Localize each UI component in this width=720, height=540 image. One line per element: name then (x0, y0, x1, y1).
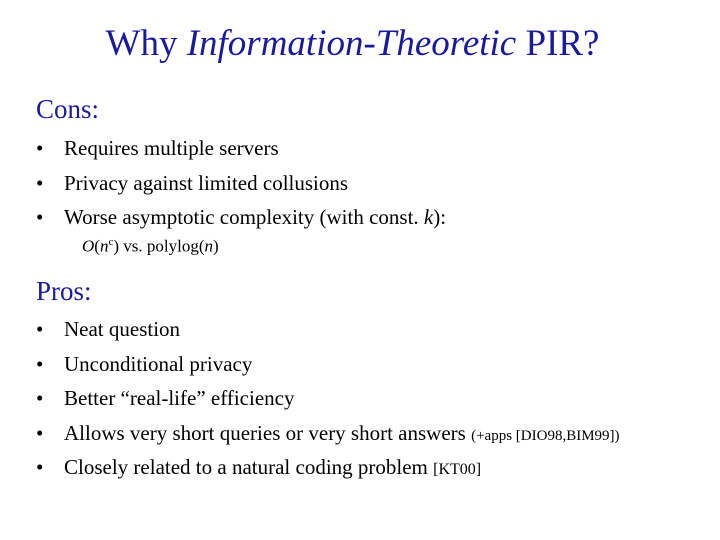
pros-list (36, 316, 620, 489)
pros-heading: Pros: (36, 276, 92, 306)
complexity-comparison (82, 236, 219, 257)
cons-item-text: Requires multiple servers (64, 136, 279, 160)
citation: [KT00] (433, 461, 482, 478)
list-item (36, 351, 620, 386)
bullet-icon: • (36, 136, 44, 160)
list-item (36, 170, 446, 205)
cons-item-text: Worse asymptotic complexity (with const. (64, 205, 424, 229)
paren-close: ) (212, 236, 219, 256)
pros-item-text: Unconditional privacy (64, 351, 253, 376)
bullet-icon: • (36, 317, 44, 341)
list-item (36, 454, 620, 489)
bullet-icon: • (36, 351, 44, 376)
bullet-icon: • (36, 205, 44, 229)
title-suffix: PIR? (516, 23, 600, 64)
bullet-icon: • (36, 455, 44, 479)
pros-item-text: Closely related to a natural coding problem (64, 455, 434, 479)
citation: [DIO98,BIM99] (515, 427, 615, 444)
big-o: O (82, 236, 95, 256)
title-italic: Information-Theoretic (186, 23, 517, 64)
comparison-text: ) vs. polylog( (113, 236, 205, 256)
slide-title (0, 22, 705, 65)
pros-item-text: Neat question (64, 317, 181, 341)
title-prefix: Why (105, 23, 187, 64)
bullet-icon: • (36, 170, 44, 195)
cons-heading: Cons: (36, 94, 100, 124)
cons-list (36, 135, 446, 239)
cons-item-text: Privacy against limited collusions (64, 170, 349, 195)
variable-n-2: n (204, 236, 213, 256)
bullet-icon: • (36, 420, 44, 445)
list-item (36, 135, 446, 170)
exponent-c: c (108, 236, 114, 248)
list-item (36, 420, 620, 455)
list-item (36, 316, 620, 351)
bullet-icon: • (36, 386, 44, 410)
variable-k: k (423, 205, 434, 229)
variable-n: n (99, 236, 109, 256)
apps-note-end: ) (614, 427, 620, 444)
list-item (36, 204, 446, 239)
cons-item-text-end: ): (433, 205, 447, 229)
pros-item-text: Allows very short queries or very short answers (64, 420, 472, 445)
list-item (36, 385, 620, 420)
pros-item-text: Better “real-life” efficiency (64, 386, 295, 410)
paren-open: ( (94, 236, 100, 256)
apps-note: (+apps (471, 427, 516, 444)
